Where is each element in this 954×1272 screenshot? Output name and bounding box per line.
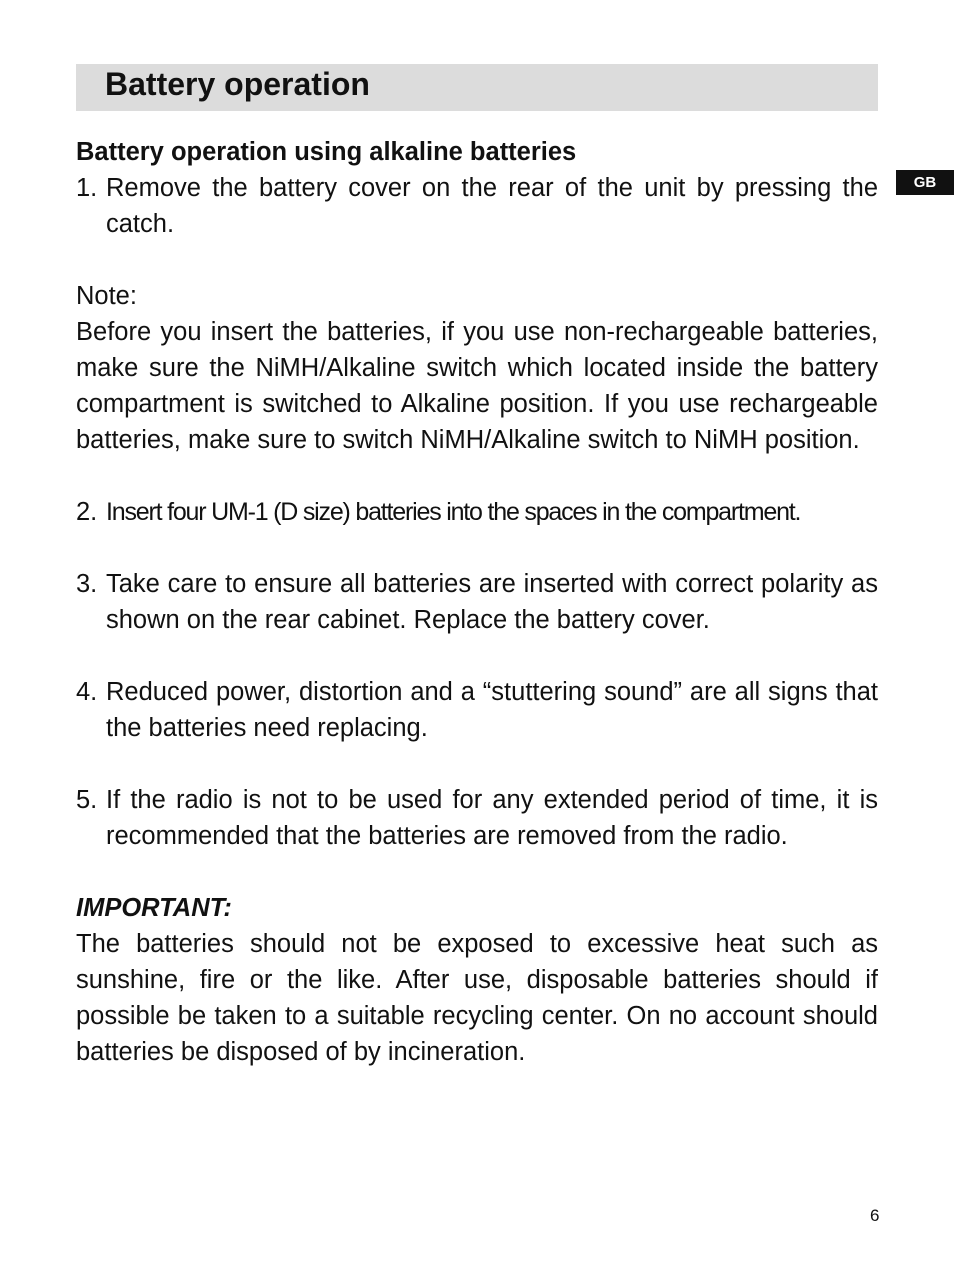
section-subheading: Battery operation using alkaline batteries: [76, 138, 577, 166]
step-item-1: [76, 170, 878, 242]
note-label: Note:: [76, 282, 137, 310]
important-text: The batteries should not be exposed to excessive heat such as sunshine, fire or the like. After use, disposable batteries should if possible be taken to a suitable recycling center. On no account should batteries be disposed of by incineration.: [76, 930, 878, 1066]
page-title: Battery operation: [105, 66, 370, 102]
step-text: If the radio is not to be used for any extended period of time, it is recommended that the batteries are removed from the radio.: [106, 786, 878, 850]
step-item-5: [76, 782, 878, 854]
step-number: 3.: [76, 570, 98, 598]
step-item-4: [76, 674, 878, 746]
step-number: 4.: [76, 678, 98, 706]
language-tab: GB: [896, 170, 954, 195]
step-item-2: [76, 494, 878, 530]
step-text: Reduced power, distortion and a “stuttering sound” are all signs that the batteries need replacing.: [106, 678, 878, 742]
page-number: 6: [870, 1206, 880, 1225]
manual-content: [76, 134, 878, 1070]
step-number: 1.: [76, 174, 98, 202]
step-item-3: [76, 566, 878, 638]
step-text: Remove the battery cover on the rear of the unit by pressing the catch.: [106, 174, 878, 238]
note-text: Before you insert the batteries, if you use non-rechargeable batteries, make sure the NiMH/Alkaline switch which located inside the battery compartment is switched to Alkaline position. If you use rechargeable batteries, make sure to switch NiMH/Alkaline switch to NiMH position.: [76, 318, 878, 454]
step-text: Insert four UM-1 (D size) batteries into the spaces in the compartment.: [106, 498, 801, 526]
section-title-bar: [76, 64, 878, 111]
step-number: 5.: [76, 786, 98, 814]
step-text: Take care to ensure all batteries are inserted with correct polarity as shown on the rear cabinet. Replace the battery cover.: [106, 570, 878, 634]
step-number: 2.: [76, 498, 98, 526]
important-label: IMPORTANT:: [76, 894, 232, 922]
